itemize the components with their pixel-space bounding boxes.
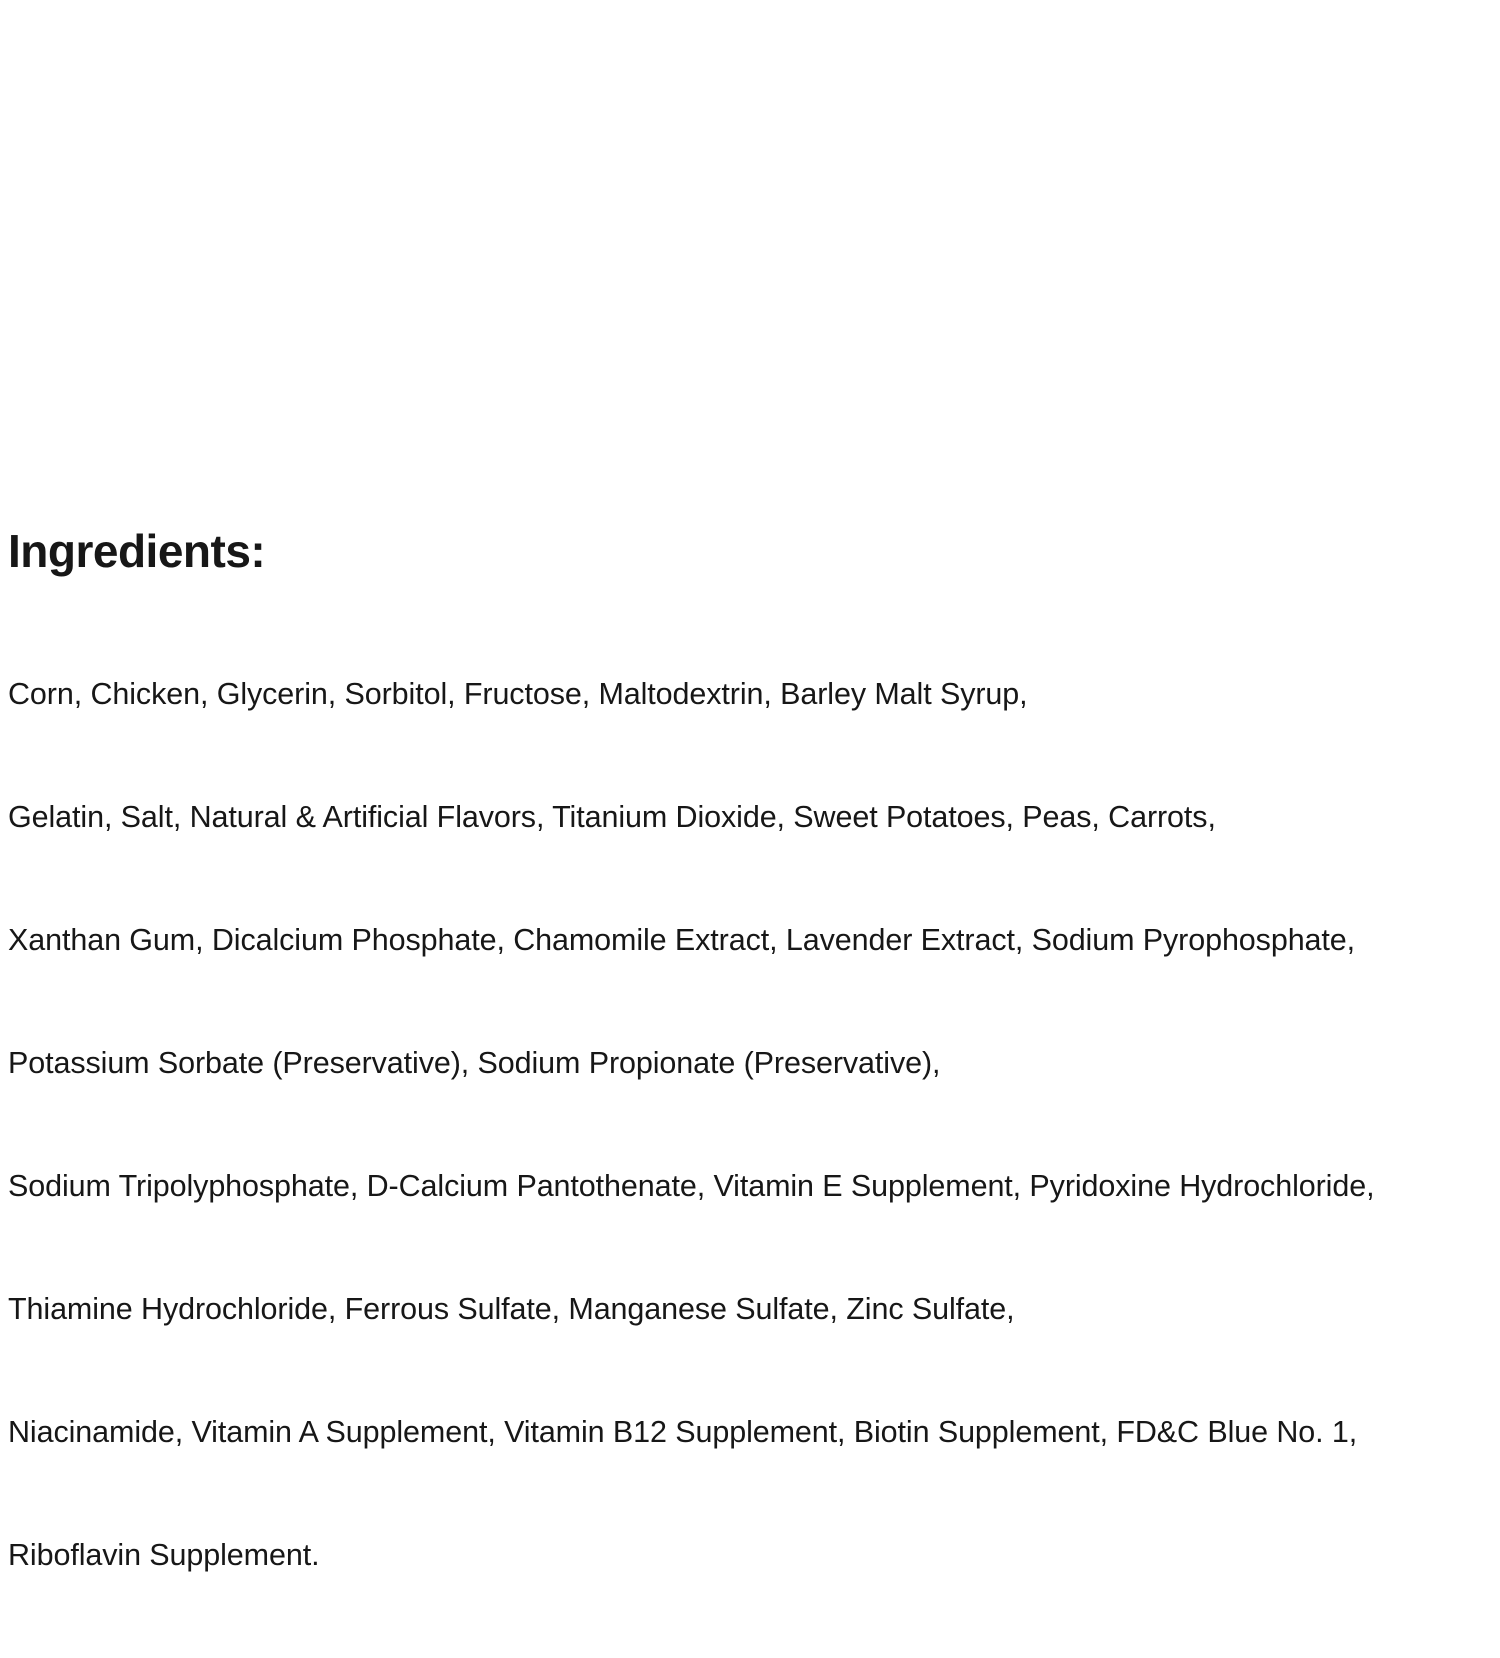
ingredients-line: Sodium Tripolyphosphate, D-Calcium Pantothenate, Vitamin E Supplement, Pyridoxine Hydrochloride,: [8, 1169, 1375, 1203]
ingredients-line: Potassium Sorbate (Preservative), Sodium Propionate (Preservative),: [8, 1046, 941, 1080]
ingredients-line: Corn, Chicken, Glycerin, Sorbitol, Fructose, Maltodextrin, Barley Malt Syrup,: [8, 677, 1028, 711]
ingredients-section: [8, 525, 1498, 1658]
ingredients-line: Niacinamide, Vitamin A Supplement, Vitamin B12 Supplement, Biotin Supplement, FD&C Blue No. 1,: [8, 1415, 1358, 1449]
ingredients-text: [8, 592, 1498, 1658]
ingredients-line: Thiamine Hydrochloride, Ferrous Sulfate, Manganese Sulfate, Zinc Sulfate,: [8, 1292, 1015, 1326]
ingredients-heading: Ingredients:: [8, 525, 266, 577]
ingredients-line: Xanthan Gum, Dicalcium Phosphate, Chamomile Extract, Lavender Extract, Sodium Pyrophosphate,: [8, 923, 1356, 957]
ingredients-line: Gelatin, Salt, Natural & Artificial Flavors, Titanium Dioxide, Sweet Potatoes, Peas, Carrots,: [8, 800, 1216, 834]
ingredients-line: Riboflavin Supplement.: [8, 1538, 320, 1572]
